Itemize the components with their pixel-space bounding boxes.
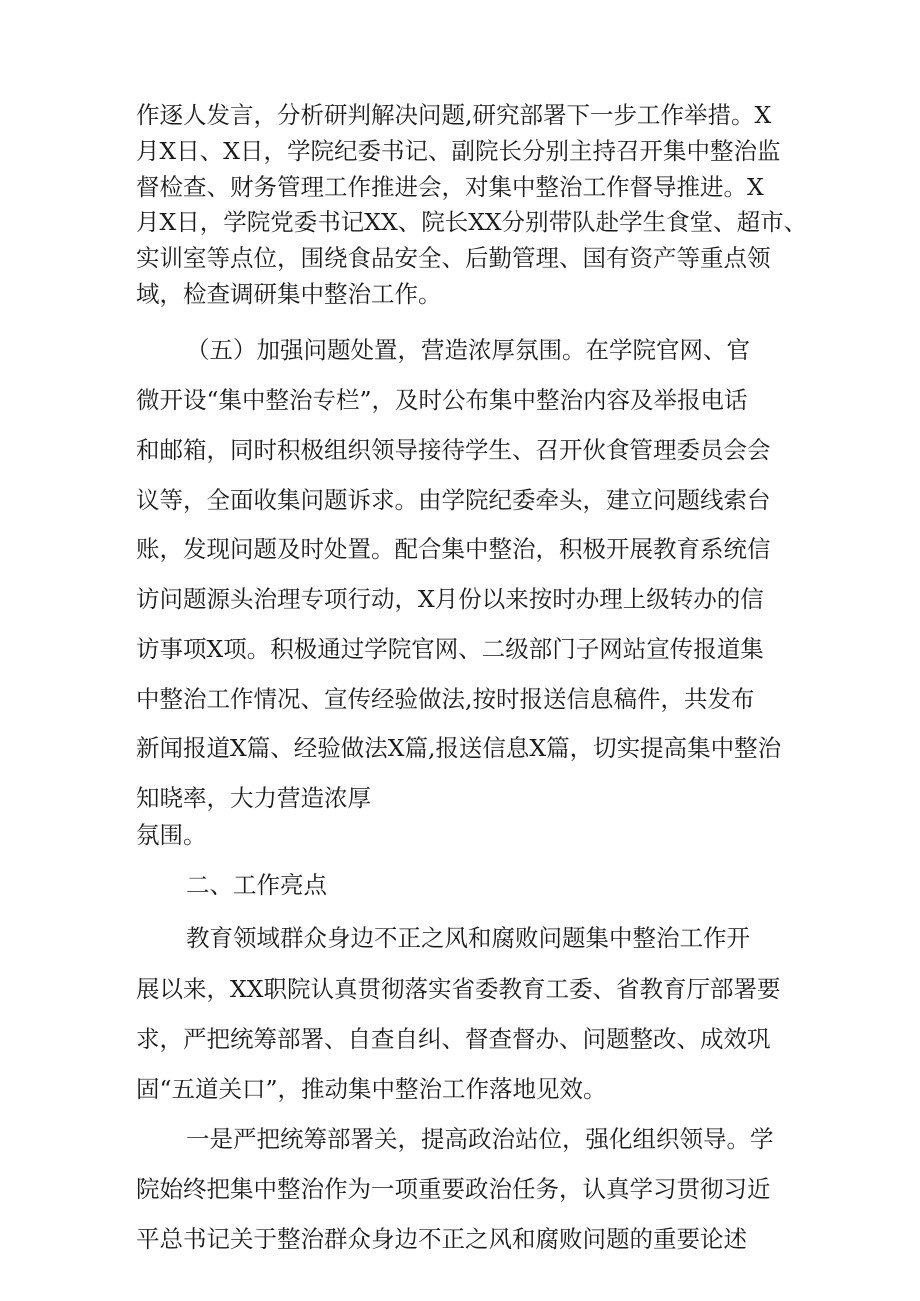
text-line: 访问题源头治理专项行动，X月份以来按时办理上级转办的信 (136, 585, 764, 613)
text-line: 域，检查调研集中整治工作。 (136, 280, 442, 308)
text-line: 督检查、财务管理工作推进会，对集中整治工作督导推进。X (136, 173, 764, 201)
text-line: 中整治工作情况、宣传经验做法,按时报送信息稿件，共发布 (136, 685, 755, 713)
text-line: 作逐人发言，分析研判解决问题,研究部署下一步工作举措。X (136, 101, 772, 129)
text-line: 实训室等点位，围绕食品安全、后勤管理、国有资产等重点领 (136, 244, 771, 272)
text-line: 院始终把集中整治作为一项重要政治任务，认真学习贯彻习近 (136, 1175, 771, 1203)
text-line: 月X日，学院党委书记XX、院长XX分别带队赴学生食堂、超市、 (136, 208, 808, 236)
text-line: 固“五道关口”，推动集中整治工作落地见效。 (136, 1075, 607, 1103)
text-line: 月X日、X日，学院纪委书记、副院长分别主持召开集中整治监 (136, 137, 781, 165)
section-heading: 二、工作亮点 (186, 871, 327, 899)
text-line: 微开设“集中整治专栏”，及时公布集中整治内容及举报电话 (136, 386, 748, 414)
text-line: 访事项X项。积极通过学院官网、二级部门子网站宣传报道集 (136, 635, 764, 663)
text-line: 一是严把统筹部署关，提高政治站位，强化组织领导。学 (186, 1125, 774, 1153)
text-line: 平总书记关于整治群众身边不正之风和腐败问题的重要论述 (136, 1225, 747, 1253)
text-line: 和邮箱，同时积极组织领导接待学生、召开伙食管理委员会会 (136, 436, 771, 464)
text-line: （五）加强问题处置，营造浓厚氛围。在学院官网、官 (186, 336, 750, 364)
text-line: 氛围。 (136, 821, 207, 849)
text-line: 知晓率，大力营造浓厚 (136, 784, 371, 812)
text-line: 展以来，XX职院认真贯彻落实省委教育工委、省教育厅部署要 (136, 975, 781, 1003)
text-line: 账，发现问题及时处置。配合集中整治，积极开展教育系统信 (136, 535, 771, 563)
text-line: 议等，全面收集问题诉求。由学院纪委牵头，建立问题线索台 (136, 486, 771, 514)
text-line: 教育领域群众身边不正之风和腐败问题集中整治工作开 (186, 924, 750, 952)
text-line: 新闻报道X篇、经验做法X篇,报送信息X篇，切实提高集中整治 (136, 734, 782, 762)
text-line: 求，严把统筹部署、自查自纠、督查督办、问题整改、成效巩 (136, 1025, 771, 1053)
